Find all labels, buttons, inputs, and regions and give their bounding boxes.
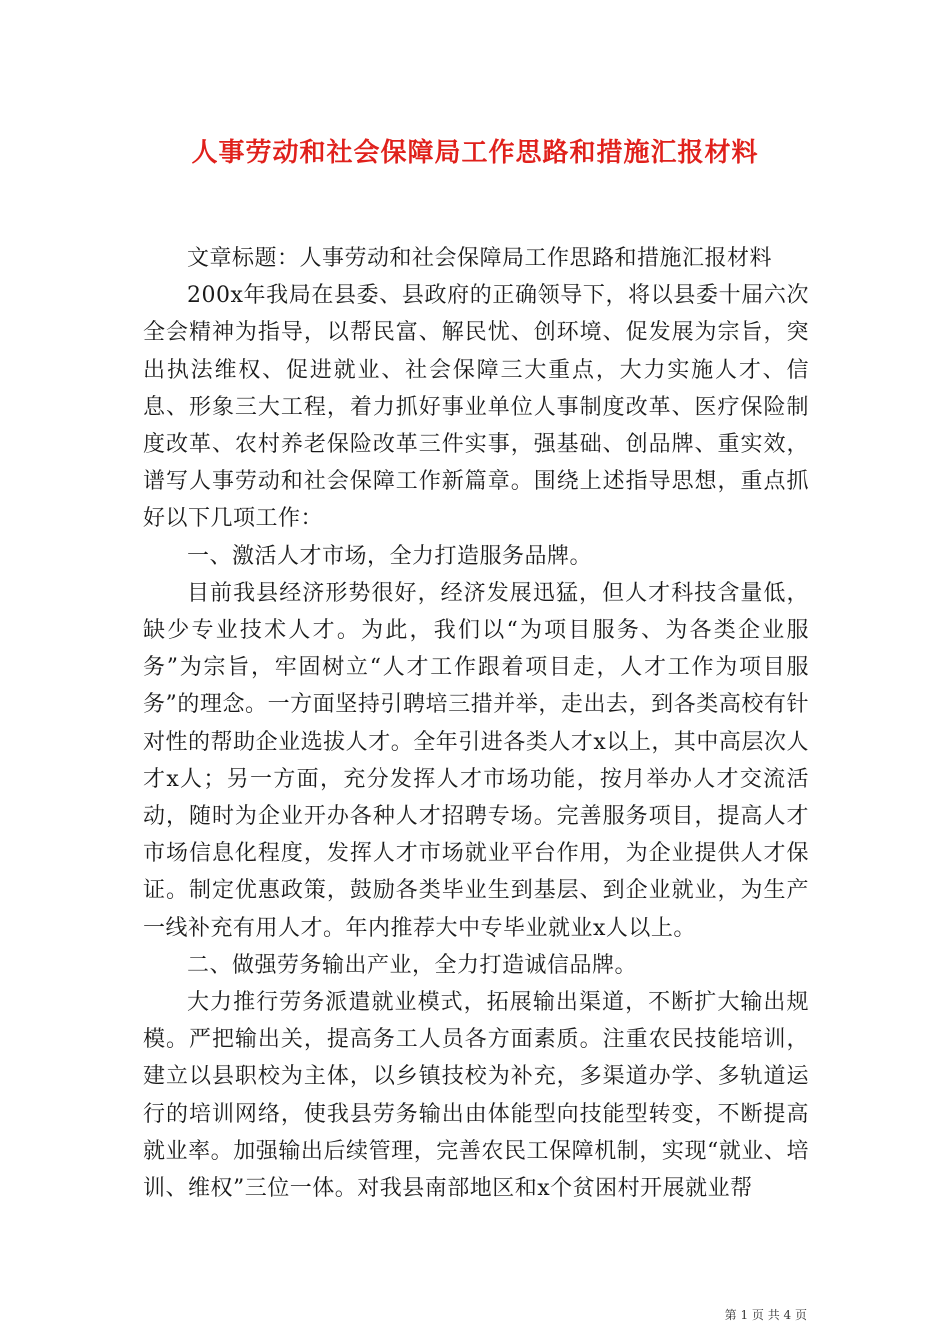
document-title: 人事劳动和社会保障局工作思路和措施汇报材料 [191, 138, 759, 168]
paragraph-section-2: 大力推行劳务派遣就业模式，拓展输出渠道，不断扩大输出规模。严把输出关，提高务工人员各方面素质。注重农民技能培训，建立以县职校为主体，以乡镇技校为补充，多渠道办学、多轨道运行的培训网络，使我县劳务输出由体能型向技能型转变，不断提高就业率。加强输出后续管理，完善农民工保障机制，实现“就业、培训、维权”三位一体。对我县南部地区和x个贫困村开展就业帮 [143, 990, 809, 1202]
paragraph-intro: 200x年我局在县委、县政府的正确领导下，将以县委十届六次全会精神为指导，以帮民富、解民忧、创环境、促发展为宗旨，突出执法维权、促进就业、社会保障三大重点，大力实施人才、信息、形象三大工程，着力抓好事业单位人事制度改革、医疗保险制度改革、农村养老保险改革三件实事，强基础、创品牌、重实效，谱写人事劳动和社会保障工作新篇章。围绕上述指导思想，重点抓好以下几项工作： [143, 283, 809, 532]
section-heading-1: 一、激活人才市场，全力打造服务品牌。 [187, 543, 593, 569]
page-number-footer: 第 1 页 共 4 页 [724, 1308, 807, 1322]
paragraph-article-title: 文章标题：人事劳动和社会保障局工作思路和措施汇报材料 [187, 246, 773, 271]
document-body [143, 240, 809, 1207]
paragraph-section-1: 目前我县经济形势很好，经济发展迅猛，但人才科技含量低，缺少专业技术人才。为此，我们以“为项目服务、为各类企业服务”为宗旨，牢固树立“人才工作跟着项目走，人才工作为项目服务”的理念。一方面坚持引聘培三措并举，走出去，到各类高校有针对性的帮助企业选拔人才。全年引进各类人才x以上，其中高层次人才x人；另一方面，充分发挥人才市场功能，按月举办人才交流活动，随时为企业开办各种人才招聘专场。完善服务项目，提高人才市场信息化程度，发挥人才市场就业平台作用，为企业提供人才保证。制定优惠政策，鼓励各类毕业生到基层、到企业就业，为生产一线补充有用人才。年内推荐大中专毕业就业x人以上。 [143, 580, 809, 941]
section-heading-2: 二、做强劳务输出产业，全力打造诚信品牌。 [187, 952, 638, 978]
